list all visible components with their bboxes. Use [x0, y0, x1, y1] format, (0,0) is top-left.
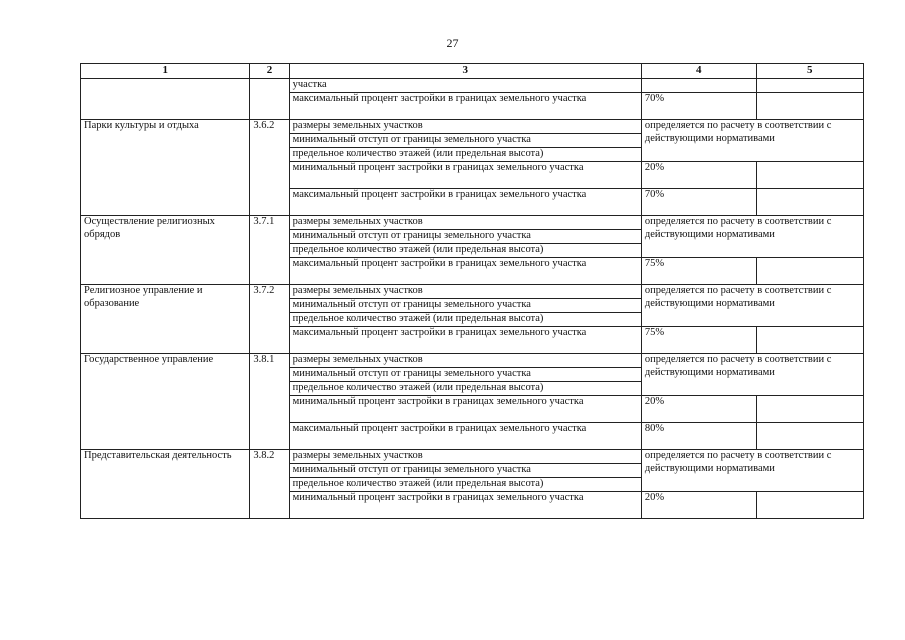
extra-cell [756, 258, 863, 285]
parameter-cell: минимальный отступ от границы земельного участка [289, 134, 641, 148]
code-cell: 3.8.1 [250, 354, 289, 450]
parameter-cell: максимальный процент застройки в границах земельного участка [289, 189, 641, 216]
normative-cell: определяется по расчету в соответствии с действующими нормативами [641, 285, 863, 327]
extra-cell [756, 93, 863, 120]
value-cell: 70% [641, 93, 756, 120]
code-cell [250, 79, 289, 120]
parameter-cell: размеры земельных участков [289, 285, 641, 299]
permitted-use-cell: Осуществление религиозных обрядов [81, 216, 250, 285]
parameter-cell: минимальный отступ от границы земельного участка [289, 368, 641, 382]
parameter-cell: размеры земельных участков [289, 120, 641, 134]
code-cell: 3.8.2 [250, 450, 289, 519]
page-number: 27 [446, 36, 459, 50]
column-header: 3 [289, 64, 641, 79]
parameter-cell: участка [289, 79, 641, 93]
parameter-cell: максимальный процент застройки в границах земельного участка [289, 423, 641, 450]
parameter-cell: минимальный отступ от границы земельного участка [289, 464, 641, 478]
code-cell: 3.7.1 [250, 216, 289, 285]
column-header: 5 [756, 64, 863, 79]
parameter-cell: размеры земельных участков [289, 216, 641, 230]
permitted-use-cell [81, 79, 250, 120]
parameter-cell: предельное количество этажей (или предельная высота) [289, 382, 641, 396]
value-cell [641, 79, 756, 93]
column-header: 4 [641, 64, 756, 79]
table-row [81, 216, 864, 230]
extra-cell [756, 79, 863, 93]
value-cell: 75% [641, 258, 756, 285]
table-row [81, 354, 864, 368]
normative-cell: определяется по расчету в соответствии с действующими нормативами [641, 120, 863, 162]
permitted-use-cell: Представительская деятельность [81, 450, 250, 519]
table-row [81, 120, 864, 134]
extra-cell [756, 327, 863, 354]
parameter-cell: максимальный процент застройки в границах земельного участка [289, 258, 641, 285]
value-cell: 75% [641, 327, 756, 354]
parameter-cell: минимальный процент застройки в границах земельного участка [289, 396, 641, 423]
normative-cell: определяется по расчету в соответствии с действующими нормативами [641, 354, 863, 396]
table-header-row [81, 64, 864, 79]
parameter-cell: минимальный процент застройки в границах земельного участка [289, 162, 641, 189]
permitted-use-cell: Парки культуры и отдыха [81, 120, 250, 216]
table-body [81, 79, 864, 519]
regulations-table [80, 63, 864, 519]
extra-cell [756, 423, 863, 450]
code-cell: 3.6.2 [250, 120, 289, 216]
table-row [81, 450, 864, 464]
column-header: 2 [250, 64, 289, 79]
code-cell: 3.7.2 [250, 285, 289, 354]
value-cell: 70% [641, 189, 756, 216]
value-cell: 20% [641, 492, 756, 519]
value-cell: 80% [641, 423, 756, 450]
permitted-use-cell: Государственное управление [81, 354, 250, 450]
normative-cell: определяется по расчету в соответствии с действующими нормативами [641, 450, 863, 492]
parameter-cell: размеры земельных участков [289, 450, 641, 464]
extra-cell [756, 492, 863, 519]
parameter-cell: минимальный отступ от границы земельного участка [289, 299, 641, 313]
extra-cell [756, 396, 863, 423]
parameter-cell: предельное количество этажей (или предельная высота) [289, 244, 641, 258]
parameter-cell: максимальный процент застройки в границах земельного участка [289, 327, 641, 354]
parameter-cell: предельное количество этажей (или предельная высота) [289, 478, 641, 492]
parameter-cell: минимальный процент застройки в границах земельного участка [289, 492, 641, 519]
extra-cell [756, 189, 863, 216]
parameter-cell: предельное количество этажей (или предельная высота) [289, 148, 641, 162]
parameter-cell: размеры земельных участков [289, 354, 641, 368]
parameter-cell: предельное количество этажей (или предельная высота) [289, 313, 641, 327]
table-row [81, 79, 864, 93]
value-cell: 20% [641, 396, 756, 423]
column-header: 1 [81, 64, 250, 79]
normative-cell: определяется по расчету в соответствии с действующими нормативами [641, 216, 863, 258]
value-cell: 20% [641, 162, 756, 189]
parameter-cell: максимальный процент застройки в границах земельного участка [289, 93, 641, 120]
parameter-cell: минимальный отступ от границы земельного участка [289, 230, 641, 244]
extra-cell [756, 162, 863, 189]
table-row [81, 285, 864, 299]
permitted-use-cell: Религиозное управление и образование [81, 285, 250, 354]
